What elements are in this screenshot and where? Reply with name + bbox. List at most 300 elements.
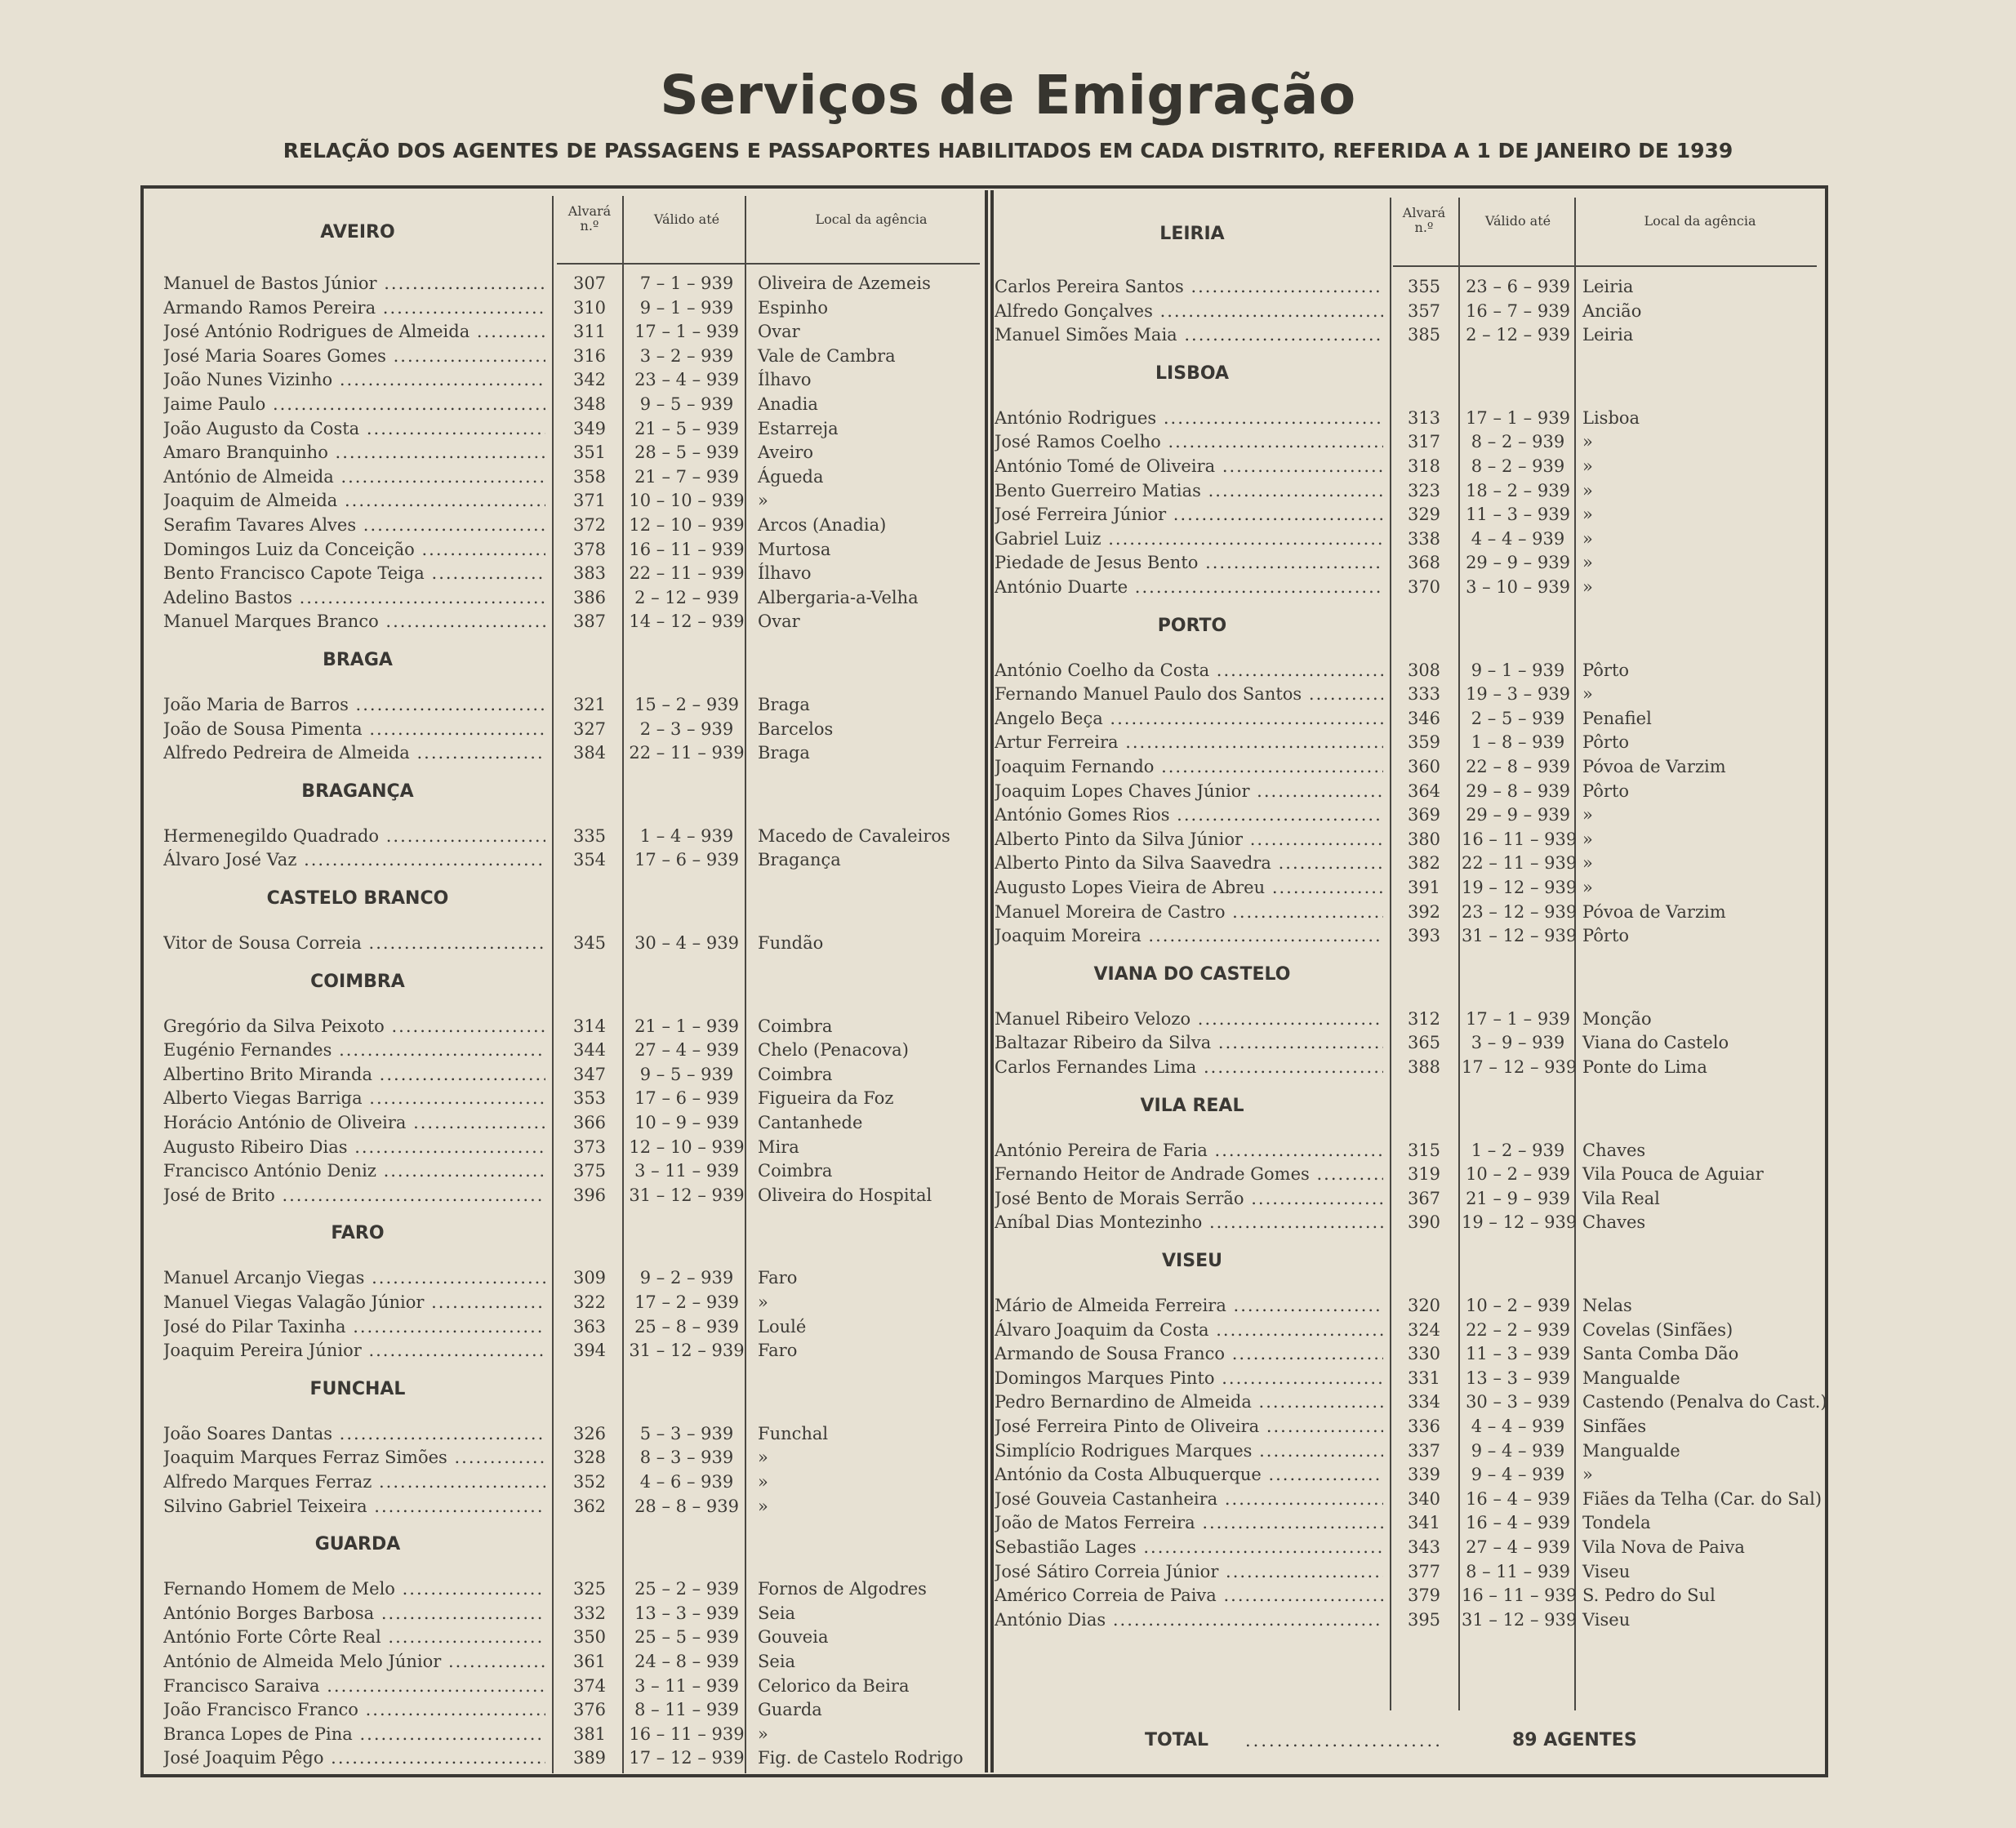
alvara-number: 321 — [572, 695, 607, 714]
agency-location: » — [1582, 577, 1593, 597]
agency-location: Fig. de Castelo Rodrigo — [758, 1748, 963, 1768]
alvara-number: 385 — [1407, 325, 1441, 345]
valid-until-date: 4 – 4 – 939 — [1471, 529, 1565, 549]
page-title: Serviços de Emigração — [660, 64, 1356, 127]
district-heading: FUNCHAL — [309, 1378, 406, 1399]
agency-location: » — [1582, 456, 1593, 476]
alvara-number: 320 — [1407, 1296, 1441, 1315]
alvara-number: 312 — [1407, 1009, 1441, 1029]
alvara-number: 340 — [1407, 1489, 1441, 1509]
alvara-number: 348 — [572, 394, 607, 414]
agent-name: Augusto Lopes Vieira de Abreu ..... — [995, 875, 1383, 900]
agent-row — [0, 1559, 2016, 1584]
valid-until-date: 18 – 2 – 939 — [1466, 481, 1570, 500]
alvara-number: 378 — [572, 540, 607, 559]
agent-row — [0, 827, 2016, 852]
left-header-alvara-line2: n.º — [580, 218, 599, 234]
valid-until-date: 3 – 11 – 939 — [634, 1676, 739, 1696]
valid-until-date: 24 – 8 – 939 — [634, 1652, 739, 1671]
agent-name: António da Costa Albuquerque ..... — [995, 1462, 1383, 1487]
agent-row — [0, 1210, 2016, 1234]
agent-row — [0, 1390, 2016, 1414]
agent-row — [0, 527, 2016, 551]
agency-location: Fiães da Telha (Car. do Sal) — [1582, 1489, 1822, 1509]
alvara-number: 335 — [572, 826, 607, 846]
valid-until-date: 8 – 11 – 939 — [1466, 1562, 1570, 1581]
agent-name: Alberto Viegas Barriga ..... — [163, 1086, 545, 1110]
agent-row — [0, 478, 2016, 503]
agent-row — [0, 754, 2016, 779]
agent-row — [0, 875, 2016, 900]
alvara-number: 350 — [572, 1627, 607, 1647]
alvara-number: 364 — [1407, 781, 1441, 801]
valid-until-date: 16 – 11 – 939 — [1462, 829, 1578, 849]
alvara-number: 371 — [572, 491, 607, 510]
valid-until-date: 17 – 1 – 939 — [1466, 408, 1570, 428]
alvara-number: 359 — [1407, 732, 1441, 752]
agency-location: » — [1582, 829, 1593, 849]
right-header-rule — [1393, 265, 1817, 267]
agency-location: Chelo (Penacova) — [758, 1040, 909, 1060]
agency-location: Coimbra — [758, 1065, 833, 1084]
alvara-number: 329 — [1407, 505, 1441, 524]
district-heading: VIANA DO CASTELO — [1093, 963, 1291, 985]
agent-name: João Augusto da Costa ..... — [163, 416, 545, 441]
alvara-number: 366 — [572, 1113, 607, 1132]
valid-until-date: 17 – 6 – 939 — [634, 1088, 739, 1108]
valid-until-date: 19 – 12 – 939 — [1462, 878, 1578, 897]
valid-until-date: 16 – 11 – 939 — [1462, 1586, 1578, 1605]
valid-until-date: 13 – 3 – 939 — [1466, 1368, 1570, 1388]
valid-until-date: 3 – 10 – 939 — [1466, 577, 1570, 597]
agent-name: José Gouveia Castanheira ..... — [995, 1487, 1383, 1511]
agent-name: José Maria Soares Gomes ..... — [163, 344, 545, 368]
agency-location: Monção — [1582, 1009, 1652, 1029]
agency-location: » — [1582, 805, 1593, 825]
agency-location: » — [1582, 684, 1593, 704]
agent-name: Joaquim Pereira Júnior ..... — [163, 1338, 545, 1363]
alvara-number: 388 — [1407, 1057, 1441, 1077]
agency-location: Fundão — [758, 933, 824, 953]
valid-until-date: 28 – 8 – 939 — [634, 1497, 739, 1516]
agent-name: António Coelho da Costa ..... — [995, 658, 1383, 683]
agency-location: Águeda — [758, 467, 824, 487]
valid-until-date: 9 – 4 – 939 — [1471, 1465, 1565, 1484]
page-subtitle: RELAÇÃO DOS AGENTES DE PASSAGENS E PASSAPORTES HABILITADOS EM CADA DISTRITO, REFERIDA A 1 DE JANEIRO DE 1939 — [283, 139, 1733, 162]
alvara-number: 369 — [1407, 805, 1441, 825]
valid-until-date: 21 – 7 – 939 — [634, 467, 739, 487]
valid-until-date: 3 – 9 – 939 — [1471, 1033, 1565, 1052]
agency-location: Vila Nova de Paiva — [1582, 1537, 1745, 1557]
right-header-local: Local da agência — [1644, 213, 1756, 229]
agency-location: Santa Comba Dão — [1582, 1344, 1739, 1363]
alvara-number: 339 — [1407, 1465, 1441, 1484]
alvara-number: 353 — [572, 1088, 607, 1108]
valid-until-date: 23 – 4 – 939 — [634, 370, 739, 389]
agency-location: Ílhavo — [758, 370, 812, 389]
agent-row — [0, 1608, 2016, 1632]
valid-until-date: 23 – 6 – 939 — [1466, 277, 1570, 296]
agent-name: António Tomé de Oliveira ..... — [995, 454, 1383, 478]
valid-until-date: 25 – 2 – 939 — [634, 1579, 739, 1599]
alvara-number: 387 — [572, 612, 607, 631]
agent-row — [0, 1697, 2016, 1722]
agent-name: Manuel Simões Maia ..... — [995, 322, 1383, 347]
agent-row — [0, 1722, 2016, 1746]
total-value: 89 AGENTES — [1512, 1730, 1637, 1750]
district-heading: LEIRIA — [1159, 224, 1225, 244]
agency-location: Estarreja — [758, 419, 839, 438]
alvara-number: 383 — [572, 563, 607, 583]
agent-name: João Soares Dantas ..... — [163, 1421, 545, 1446]
agency-location: Covelas (Sinfães) — [1582, 1320, 1733, 1340]
alvara-number: 352 — [572, 1472, 607, 1492]
agent-row — [0, 1510, 2016, 1535]
agency-location: Braga — [758, 695, 810, 714]
valid-until-date: 3 – 2 – 939 — [639, 346, 734, 366]
agent-row — [0, 1439, 2016, 1463]
valid-until-date: 9 – 2 – 939 — [639, 1268, 734, 1288]
valid-until-date: 17 – 12 – 939 — [1462, 1057, 1578, 1077]
agent-row — [0, 1318, 2016, 1342]
agent-name: Manuel de Bastos Júnior ..... — [163, 271, 545, 296]
agency-location: Vale de Cambra — [758, 346, 896, 366]
valid-until-date: 12 – 10 – 939 — [629, 515, 745, 535]
alvara-number: 377 — [1407, 1562, 1441, 1581]
alvara-number: 330 — [1407, 1344, 1441, 1363]
agency-location: Ílhavo — [758, 563, 812, 583]
left-header-local: Local da agência — [815, 211, 928, 227]
agency-location: Aveiro — [758, 443, 814, 462]
agent-name: Joaquim Moreira ..... — [995, 923, 1383, 948]
valid-until-date: 9 – 1 – 939 — [639, 298, 734, 318]
left-header-rule — [557, 263, 980, 265]
agent-name: António Rodrigues ..... — [995, 406, 1383, 430]
agency-location: » — [1582, 529, 1593, 549]
valid-until-date: 21 – 1 – 939 — [634, 1016, 739, 1036]
valid-until-date: 1 – 4 – 939 — [639, 826, 734, 846]
agency-location: Mira — [758, 1137, 799, 1157]
agency-location: Coimbra — [758, 1161, 833, 1181]
valid-until-date: 31 – 12 – 939 — [629, 1341, 745, 1360]
agency-location: Leiria — [1582, 325, 1634, 345]
agent-name: Alberto Pinto da Silva Saavedra ..... — [995, 851, 1383, 875]
agency-location: Seia — [758, 1603, 796, 1623]
valid-until-date: 9 – 5 – 939 — [639, 1065, 734, 1084]
district-heading: BRAGANÇA — [301, 781, 414, 802]
agency-location: Bragança — [758, 850, 841, 870]
alvara-number: 349 — [572, 419, 607, 438]
agent-name: Carlos Fernandes Lima ..... — [995, 1055, 1383, 1079]
valid-until-date: 21 – 5 – 939 — [634, 419, 739, 438]
agent-row — [0, 1462, 2016, 1487]
agent-name: Angelo Beça ..... — [995, 706, 1383, 731]
agency-location: Ovar — [758, 322, 800, 341]
valid-until-date: 16 – 7 – 939 — [1466, 301, 1570, 321]
agent-name: Alfredo Pedreira de Almeida ..... — [163, 741, 545, 765]
agent-row — [0, 1186, 2016, 1211]
agency-location: » — [1582, 553, 1593, 572]
valid-until-date: 9 – 4 – 939 — [1471, 1441, 1565, 1461]
agency-location: Braga — [758, 743, 810, 763]
agent-name: Horácio António de Oliveira ..... — [163, 1110, 545, 1135]
valid-until-date: 17 – 2 – 939 — [634, 1292, 739, 1312]
agent-row — [0, 299, 2016, 323]
valid-until-date: 5 – 3 – 939 — [639, 1424, 734, 1443]
district-heading: LISBOA — [1155, 362, 1229, 384]
agent-name: Armando de Sousa Franco ..... — [995, 1341, 1383, 1366]
agency-location: » — [758, 1448, 768, 1467]
agent-name: Armando Ramos Pereira ..... — [163, 296, 545, 320]
valid-until-date: 22 – 8 – 939 — [1466, 757, 1570, 776]
agent-name: Artur Ferreira ..... — [995, 730, 1383, 754]
alvara-number: 367 — [1407, 1189, 1441, 1208]
agent-name: António de Almeida ..... — [163, 465, 545, 489]
alvara-number: 341 — [1407, 1513, 1441, 1532]
agent-name: Álvaro José Vaz ..... — [163, 847, 545, 872]
agency-location: Funchal — [758, 1424, 829, 1443]
valid-until-date: 25 – 5 – 939 — [634, 1627, 739, 1647]
agent-name: Mário de Almeida Ferreira ..... — [995, 1293, 1383, 1318]
alvara-number: 391 — [1407, 878, 1441, 897]
agent-name: Manuel Arcanjo Viegas ..... — [163, 1265, 545, 1290]
alvara-number: 380 — [1407, 829, 1441, 849]
agency-location: » — [1582, 432, 1593, 451]
agent-name: João Nunes Vizinho ..... — [163, 367, 545, 392]
agent-name: Simplício Rodrigues Marques ..... — [995, 1439, 1383, 1463]
valid-until-date: 10 – 10 – 939 — [629, 491, 745, 510]
agent-name: Alfredo Marques Ferraz ..... — [163, 1470, 545, 1494]
valid-until-date: 16 – 4 – 939 — [1466, 1489, 1570, 1509]
alvara-number: 318 — [1407, 456, 1441, 476]
valid-until-date: 9 – 5 – 939 — [639, 394, 734, 414]
valid-until-date: 11 – 3 – 939 — [1466, 505, 1570, 524]
agent-name: Vitor de Sousa Correia ..... — [163, 931, 545, 955]
total-leader-dots: ......................... — [1245, 1731, 1443, 1750]
agent-row — [0, 851, 2016, 875]
agent-name: Alberto Pinto da Silva Júnior ..... — [995, 827, 1383, 852]
agency-location: Murtosa — [758, 540, 831, 559]
valid-until-date: 14 – 12 – 939 — [629, 612, 745, 631]
valid-until-date: 29 – 8 – 939 — [1466, 781, 1570, 801]
agency-location: Anadia — [758, 394, 818, 414]
district-heading: BRAGA — [323, 650, 393, 670]
valid-until-date: 1 – 8 – 939 — [1471, 732, 1565, 752]
agency-location: Pôrto — [1582, 732, 1630, 752]
agency-location: Castendo (Penalva do Cast.) — [1582, 1392, 1827, 1412]
agent-row — [0, 1293, 2016, 1318]
agency-location: Faro — [758, 1268, 798, 1288]
agent-name: Eugénio Fernandes ..... — [163, 1038, 545, 1062]
agent-name: Manuel Marques Branco ..... — [163, 609, 545, 634]
agent-row — [0, 1162, 2016, 1186]
agent-row — [0, 706, 2016, 731]
valid-until-date: 22 – 11 – 939 — [629, 563, 745, 583]
agent-row — [0, 406, 2016, 430]
alvara-number: 333 — [1407, 684, 1441, 704]
alvara-number: 313 — [1407, 408, 1441, 428]
agent-row — [0, 502, 2016, 527]
alvara-number: 351 — [572, 443, 607, 462]
valid-until-date: 23 – 12 – 939 — [1462, 902, 1578, 922]
valid-until-date: 22 – 11 – 939 — [1462, 853, 1578, 873]
alvara-number: 376 — [572, 1700, 607, 1719]
agency-location: Viseu — [1582, 1562, 1631, 1581]
agent-name: João Francisco Franco ..... — [163, 1697, 545, 1722]
alvara-number: 384 — [572, 743, 607, 763]
left-header-valido: Válido até — [653, 211, 720, 227]
agency-location: Viseu — [1582, 1610, 1631, 1630]
agent-row — [0, 1674, 2016, 1698]
agency-location: Chaves — [1582, 1141, 1646, 1160]
alvara-number: 389 — [572, 1748, 607, 1768]
agent-name: Manuel Ribeiro Velozo ..... — [995, 1007, 1383, 1031]
valid-until-date: 29 – 9 – 939 — [1466, 553, 1570, 572]
agency-location: S. Pedro do Sul — [1582, 1586, 1716, 1605]
agent-row — [0, 550, 2016, 575]
agent-name: Baltazar Ribeiro da Silva ..... — [995, 1030, 1383, 1055]
agency-location: » — [1582, 505, 1593, 524]
district-heading: COIMBRA — [310, 971, 405, 992]
alvara-number: 392 — [1407, 902, 1441, 922]
alvara-number: 326 — [572, 1424, 607, 1443]
agency-location: » — [758, 1724, 768, 1744]
agency-location: Nelas — [1582, 1296, 1632, 1315]
valid-until-date: 4 – 6 – 939 — [639, 1472, 734, 1492]
agent-row — [0, 658, 2016, 683]
valid-until-date: 28 – 5 – 939 — [634, 443, 739, 462]
agent-row — [0, 1414, 2016, 1439]
alvara-number: 373 — [572, 1137, 607, 1157]
alvara-number: 337 — [1407, 1441, 1441, 1461]
agency-location: Tondela — [1582, 1513, 1651, 1532]
agent-name: António Gomes Rios ..... — [995, 803, 1383, 827]
agent-row — [0, 900, 2016, 924]
agent-row — [0, 1746, 2016, 1770]
agent-row — [0, 1138, 2016, 1163]
agent-row — [0, 1649, 2016, 1674]
alvara-number: 381 — [572, 1724, 607, 1744]
agent-name: Augusto Ribeiro Dias ..... — [163, 1135, 545, 1159]
alvara-number: 395 — [1407, 1610, 1441, 1630]
valid-until-date: 30 – 4 – 939 — [634, 933, 739, 953]
valid-until-date: 11 – 3 – 939 — [1466, 1344, 1570, 1363]
left-header-alvara — [557, 204, 622, 234]
valid-until-date: 31 – 12 – 939 — [629, 1185, 745, 1205]
alvara-number: 344 — [572, 1040, 607, 1060]
agent-name: Aníbal Dias Montezinho ..... — [995, 1210, 1383, 1234]
agent-name: António Borges Barbosa ..... — [163, 1601, 545, 1626]
valid-until-date: 1 – 2 – 939 — [1471, 1141, 1565, 1160]
valid-until-date: 16 – 4 – 939 — [1466, 1513, 1570, 1532]
alvara-number: 393 — [1407, 926, 1441, 945]
alvara-number: 372 — [572, 515, 607, 535]
agent-name: António Dias ..... — [995, 1608, 1383, 1632]
agent-name: Alfredo Gonçalves ..... — [995, 299, 1383, 323]
agency-location: Vila Pouca de Aguiar — [1582, 1164, 1764, 1184]
agent-name: Bento Guerreiro Matias ..... — [995, 478, 1383, 503]
agency-location: Oliveira de Azemeis — [758, 274, 931, 293]
agency-location: » — [1582, 853, 1593, 873]
agency-location: Celorico da Beira — [758, 1676, 910, 1696]
valid-until-date: 27 – 4 – 939 — [634, 1040, 739, 1060]
valid-until-date: 15 – 2 – 939 — [634, 695, 739, 714]
agent-name: Álvaro Joaquim da Costa ..... — [995, 1318, 1383, 1342]
valid-until-date: 17 – 1 – 939 — [634, 322, 739, 341]
agency-location: Mangualde — [1582, 1368, 1680, 1388]
valid-until-date: 8 – 2 – 939 — [1471, 432, 1565, 451]
alvara-number: 322 — [572, 1292, 607, 1312]
agent-name: Fernando Heitor de Andrade Gomes ..... — [995, 1162, 1383, 1186]
total-label: TOTAL — [1145, 1730, 1209, 1750]
valid-until-date: 2 – 12 – 939 — [1466, 325, 1570, 345]
agent-name: Joaquim Lopes Chaves Júnior ..... — [995, 779, 1383, 803]
alvara-number: 396 — [572, 1185, 607, 1205]
alvara-number: 342 — [572, 370, 607, 389]
district-heading: AVEIRO — [320, 222, 395, 242]
agency-location: Sinfães — [1582, 1417, 1647, 1436]
alvara-number: 394 — [572, 1341, 607, 1360]
valid-until-date: 8 – 3 – 939 — [639, 1448, 734, 1467]
agent-name: Domingos Marques Pinto ..... — [995, 1366, 1383, 1390]
left-header-alvara-line1: Alvará — [567, 203, 612, 219]
agency-location: Espinho — [758, 298, 828, 318]
agency-location: Mangualde — [1582, 1441, 1680, 1461]
agent-name: Serafim Tavares Alves ..... — [163, 513, 545, 537]
agent-name: Adelino Bastos ..... — [163, 585, 545, 610]
agency-location: Pôrto — [1582, 781, 1630, 801]
agent-name: Hermenegildo Quadrado ..... — [163, 824, 545, 848]
alvara-number: 319 — [1407, 1164, 1441, 1184]
valid-until-date: 9 – 1 – 939 — [1471, 660, 1565, 680]
right-header-alvara-line1: Alvará — [1402, 205, 1446, 220]
right-header-valido: Válido até — [1484, 213, 1551, 229]
valid-until-date: 2 – 3 – 939 — [639, 719, 734, 739]
alvara-number: 336 — [1407, 1417, 1441, 1436]
agency-location: Lisboa — [1582, 408, 1640, 428]
alvara-number: 347 — [572, 1065, 607, 1084]
valid-until-date: 2 – 5 – 939 — [1471, 709, 1565, 728]
agent-name: Branca Lopes de Pina ..... — [163, 1722, 545, 1746]
valid-until-date: 17 – 1 – 939 — [1466, 1009, 1570, 1029]
agency-location: Loulé — [758, 1317, 807, 1337]
alvara-number: 379 — [1407, 1586, 1441, 1605]
alvara-number: 357 — [1407, 301, 1441, 321]
valid-until-date: 17 – 6 – 939 — [634, 850, 739, 870]
agent-name: Joaquim de Almeida ..... — [163, 488, 545, 513]
agent-row — [0, 1341, 2016, 1366]
agency-location: Póvoa de Varzim — [1582, 757, 1726, 776]
agency-location: » — [1582, 481, 1593, 500]
agency-location: » — [758, 1292, 768, 1312]
agent-name: Silvino Gabriel Teixeira ..... — [163, 1494, 545, 1519]
agent-row — [0, 1366, 2016, 1390]
agent-row — [0, 322, 2016, 347]
agent-name: Fernando Homem de Melo ..... — [163, 1577, 545, 1601]
agent-row — [0, 1007, 2016, 1031]
alvara-number: 315 — [1407, 1141, 1441, 1160]
alvara-number: 317 — [1407, 432, 1441, 451]
agency-location: Figueira da Foz — [758, 1088, 894, 1108]
alvara-number: 316 — [572, 346, 607, 366]
agency-location: Cantanhede — [758, 1113, 863, 1132]
agent-row — [0, 274, 2016, 299]
district-heading: CASTELO BRANCO — [266, 888, 449, 909]
agency-location: Ovar — [758, 612, 800, 631]
agency-location: Arcos (Anadia) — [758, 515, 887, 535]
agent-name: Albertino Brito Miranda ..... — [163, 1062, 545, 1087]
valid-until-date: 22 – 2 – 939 — [1466, 1320, 1570, 1340]
